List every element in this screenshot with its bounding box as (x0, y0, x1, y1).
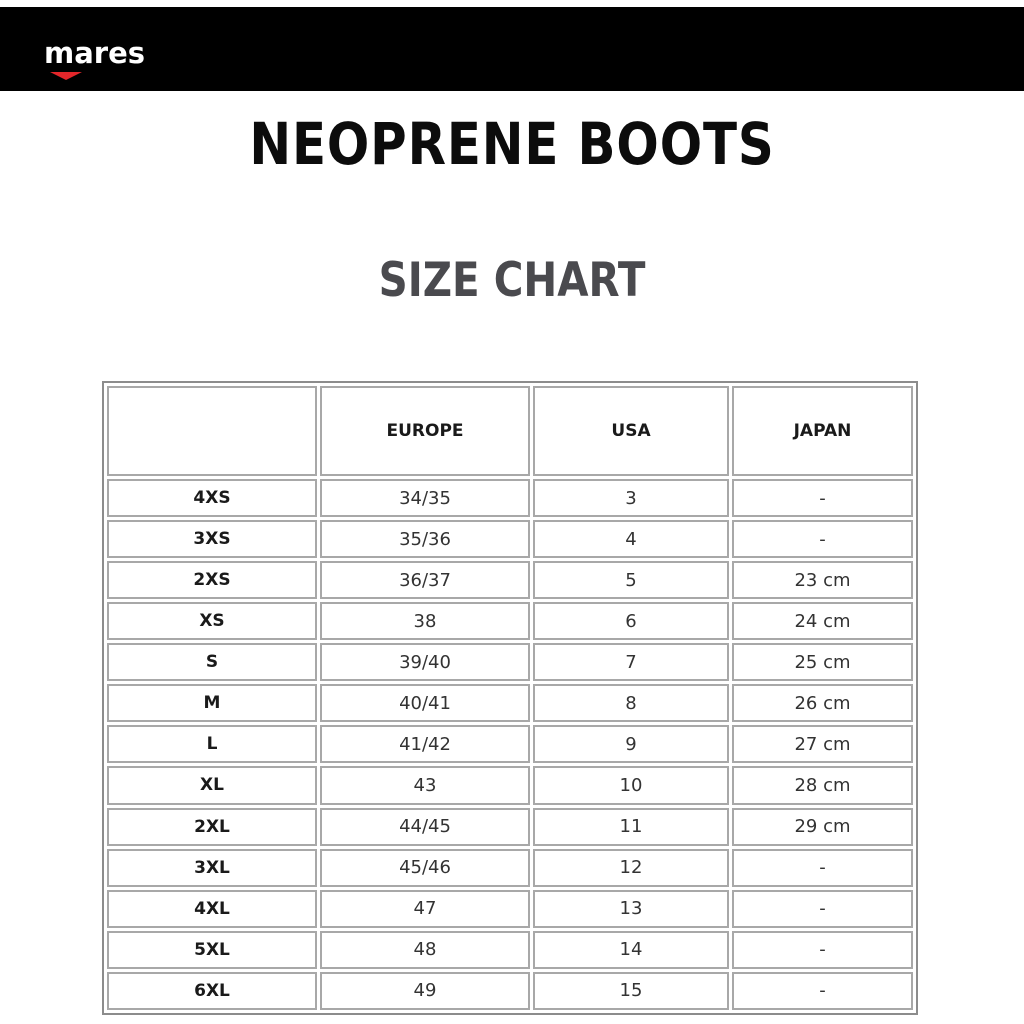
table-row (107, 849, 913, 887)
table-row (107, 931, 913, 969)
cell-size: 2XL (107, 808, 317, 846)
cell-japan: - (732, 520, 913, 558)
cell-europe: 48 (320, 931, 530, 969)
table-row (107, 602, 913, 640)
cell-size: XL (107, 766, 317, 804)
cell-japan: 25 cm (732, 643, 913, 681)
cell-japan: 26 cm (732, 684, 913, 722)
cell-japan: 24 cm (732, 602, 913, 640)
cell-japan: - (732, 849, 913, 887)
table-row (107, 972, 913, 1010)
brand-chevron-icon (50, 72, 82, 80)
cell-japan: 29 cm (732, 808, 913, 846)
cell-usa: 3 (533, 479, 729, 517)
size-chart-table (104, 383, 916, 1013)
brand-name: mares (44, 36, 146, 70)
header-japan: JAPAN (732, 386, 913, 476)
cell-usa: 12 (533, 849, 729, 887)
cell-europe: 41/42 (320, 725, 530, 763)
cell-size: 2XS (107, 561, 317, 599)
table-header-row (107, 386, 913, 476)
cell-usa: 10 (533, 766, 729, 804)
table-row (107, 684, 913, 722)
cell-japan: 23 cm (732, 561, 913, 599)
cell-europe: 38 (320, 602, 530, 640)
table-row (107, 725, 913, 763)
cell-size: 3XS (107, 520, 317, 558)
cell-size: 6XL (107, 972, 317, 1010)
cell-size: XS (107, 602, 317, 640)
cell-usa: 9 (533, 725, 729, 763)
cell-europe: 35/36 (320, 520, 530, 558)
table-row (107, 643, 913, 681)
cell-japan: - (732, 972, 913, 1010)
cell-usa: 13 (533, 890, 729, 928)
cell-usa: 14 (533, 931, 729, 969)
cell-size: 5XL (107, 931, 317, 969)
cell-japan: - (732, 479, 913, 517)
cell-europe: 34/35 (320, 479, 530, 517)
cell-japan: - (732, 931, 913, 969)
cell-usa: 4 (533, 520, 729, 558)
table-row (107, 479, 913, 517)
cell-europe: 47 (320, 890, 530, 928)
cell-usa: 8 (533, 684, 729, 722)
cell-size: S (107, 643, 317, 681)
cell-japan: - (732, 890, 913, 928)
cell-europe: 40/41 (320, 684, 530, 722)
cell-europe: 45/46 (320, 849, 530, 887)
cell-usa: 15 (533, 972, 729, 1010)
table-row (107, 808, 913, 846)
cell-europe: 44/45 (320, 808, 530, 846)
cell-europe: 36/37 (320, 561, 530, 599)
cell-europe: 49 (320, 972, 530, 1010)
cell-size: M (107, 684, 317, 722)
header-size (107, 386, 317, 476)
table-body (107, 479, 913, 1010)
page-subtitle: SIZE CHART (378, 253, 646, 308)
cell-size: 4XS (107, 479, 317, 517)
table-row (107, 561, 913, 599)
table-row (107, 520, 913, 558)
cell-usa: 7 (533, 643, 729, 681)
header-bar (0, 7, 1024, 91)
size-chart-table-frame (102, 381, 918, 1015)
cell-size: 3XL (107, 849, 317, 887)
page-title: NEOPRENE BOOTS (249, 110, 775, 178)
cell-usa: 11 (533, 808, 729, 846)
cell-size: 4XL (107, 890, 317, 928)
cell-europe: 43 (320, 766, 530, 804)
cell-size: L (107, 725, 317, 763)
cell-japan: 28 cm (732, 766, 913, 804)
header-usa: USA (533, 386, 729, 476)
cell-usa: 5 (533, 561, 729, 599)
table-row (107, 890, 913, 928)
header-europe: EUROPE (320, 386, 530, 476)
cell-europe: 39/40 (320, 643, 530, 681)
cell-japan: 27 cm (732, 725, 913, 763)
table-row (107, 766, 913, 804)
cell-usa: 6 (533, 602, 729, 640)
